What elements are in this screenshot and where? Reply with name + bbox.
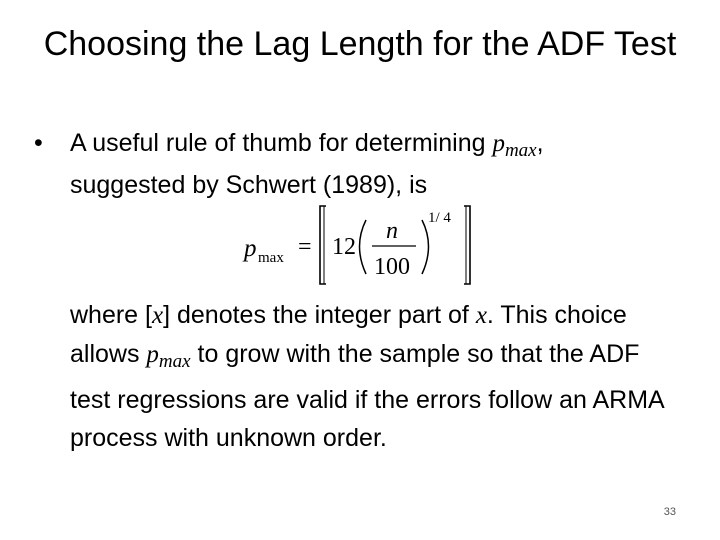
x-variable: x bbox=[151, 302, 164, 329]
bullet-text-lead: A useful rule of thumb for determining bbox=[70, 129, 493, 157]
formula-denominator: 100 bbox=[374, 254, 410, 280]
bullet-text bbox=[70, 126, 690, 202]
formula-left-paren bbox=[360, 220, 367, 274]
slide-title: Choosing the Lag Length for the ADF Test bbox=[43, 25, 677, 63]
para-text-1: where [ bbox=[70, 301, 152, 329]
schwert-formula bbox=[238, 200, 488, 290]
bullet-comma: , bbox=[536, 129, 544, 157]
pmax-subscript: max bbox=[504, 140, 537, 161]
formula-lhs-var: p bbox=[244, 235, 257, 262]
bullet-text-line2: suggested by Schwert (1989), is bbox=[70, 171, 428, 199]
pmax-subscript: max bbox=[158, 351, 191, 372]
formula-exponent: 1/ 4 bbox=[428, 210, 451, 226]
para-text-4: to grow with the sample so that the ADF test regressions are valid if the errors follow an ARMA process with unknown order. bbox=[70, 340, 664, 452]
formula-numerator: n bbox=[386, 218, 398, 244]
formula-coefficient: 12 bbox=[332, 234, 356, 260]
pmax-variable: p bbox=[146, 341, 159, 368]
formula-right-paren bbox=[422, 220, 429, 274]
pmax-variable: p bbox=[492, 130, 505, 157]
para-text-3: . This choice allows bbox=[70, 301, 627, 368]
para-text-2: ] denotes the integer part of bbox=[163, 301, 476, 329]
formula-lhs-sub: max bbox=[258, 250, 284, 266]
formula-right-bracket bbox=[464, 206, 470, 284]
explanation-paragraph bbox=[70, 296, 680, 457]
formula-left-bracket bbox=[320, 206, 326, 284]
x-variable: x bbox=[475, 302, 487, 329]
page-number: 33 bbox=[663, 506, 676, 518]
formula-equals: = bbox=[298, 234, 312, 260]
bullet-marker: • bbox=[34, 129, 43, 157]
